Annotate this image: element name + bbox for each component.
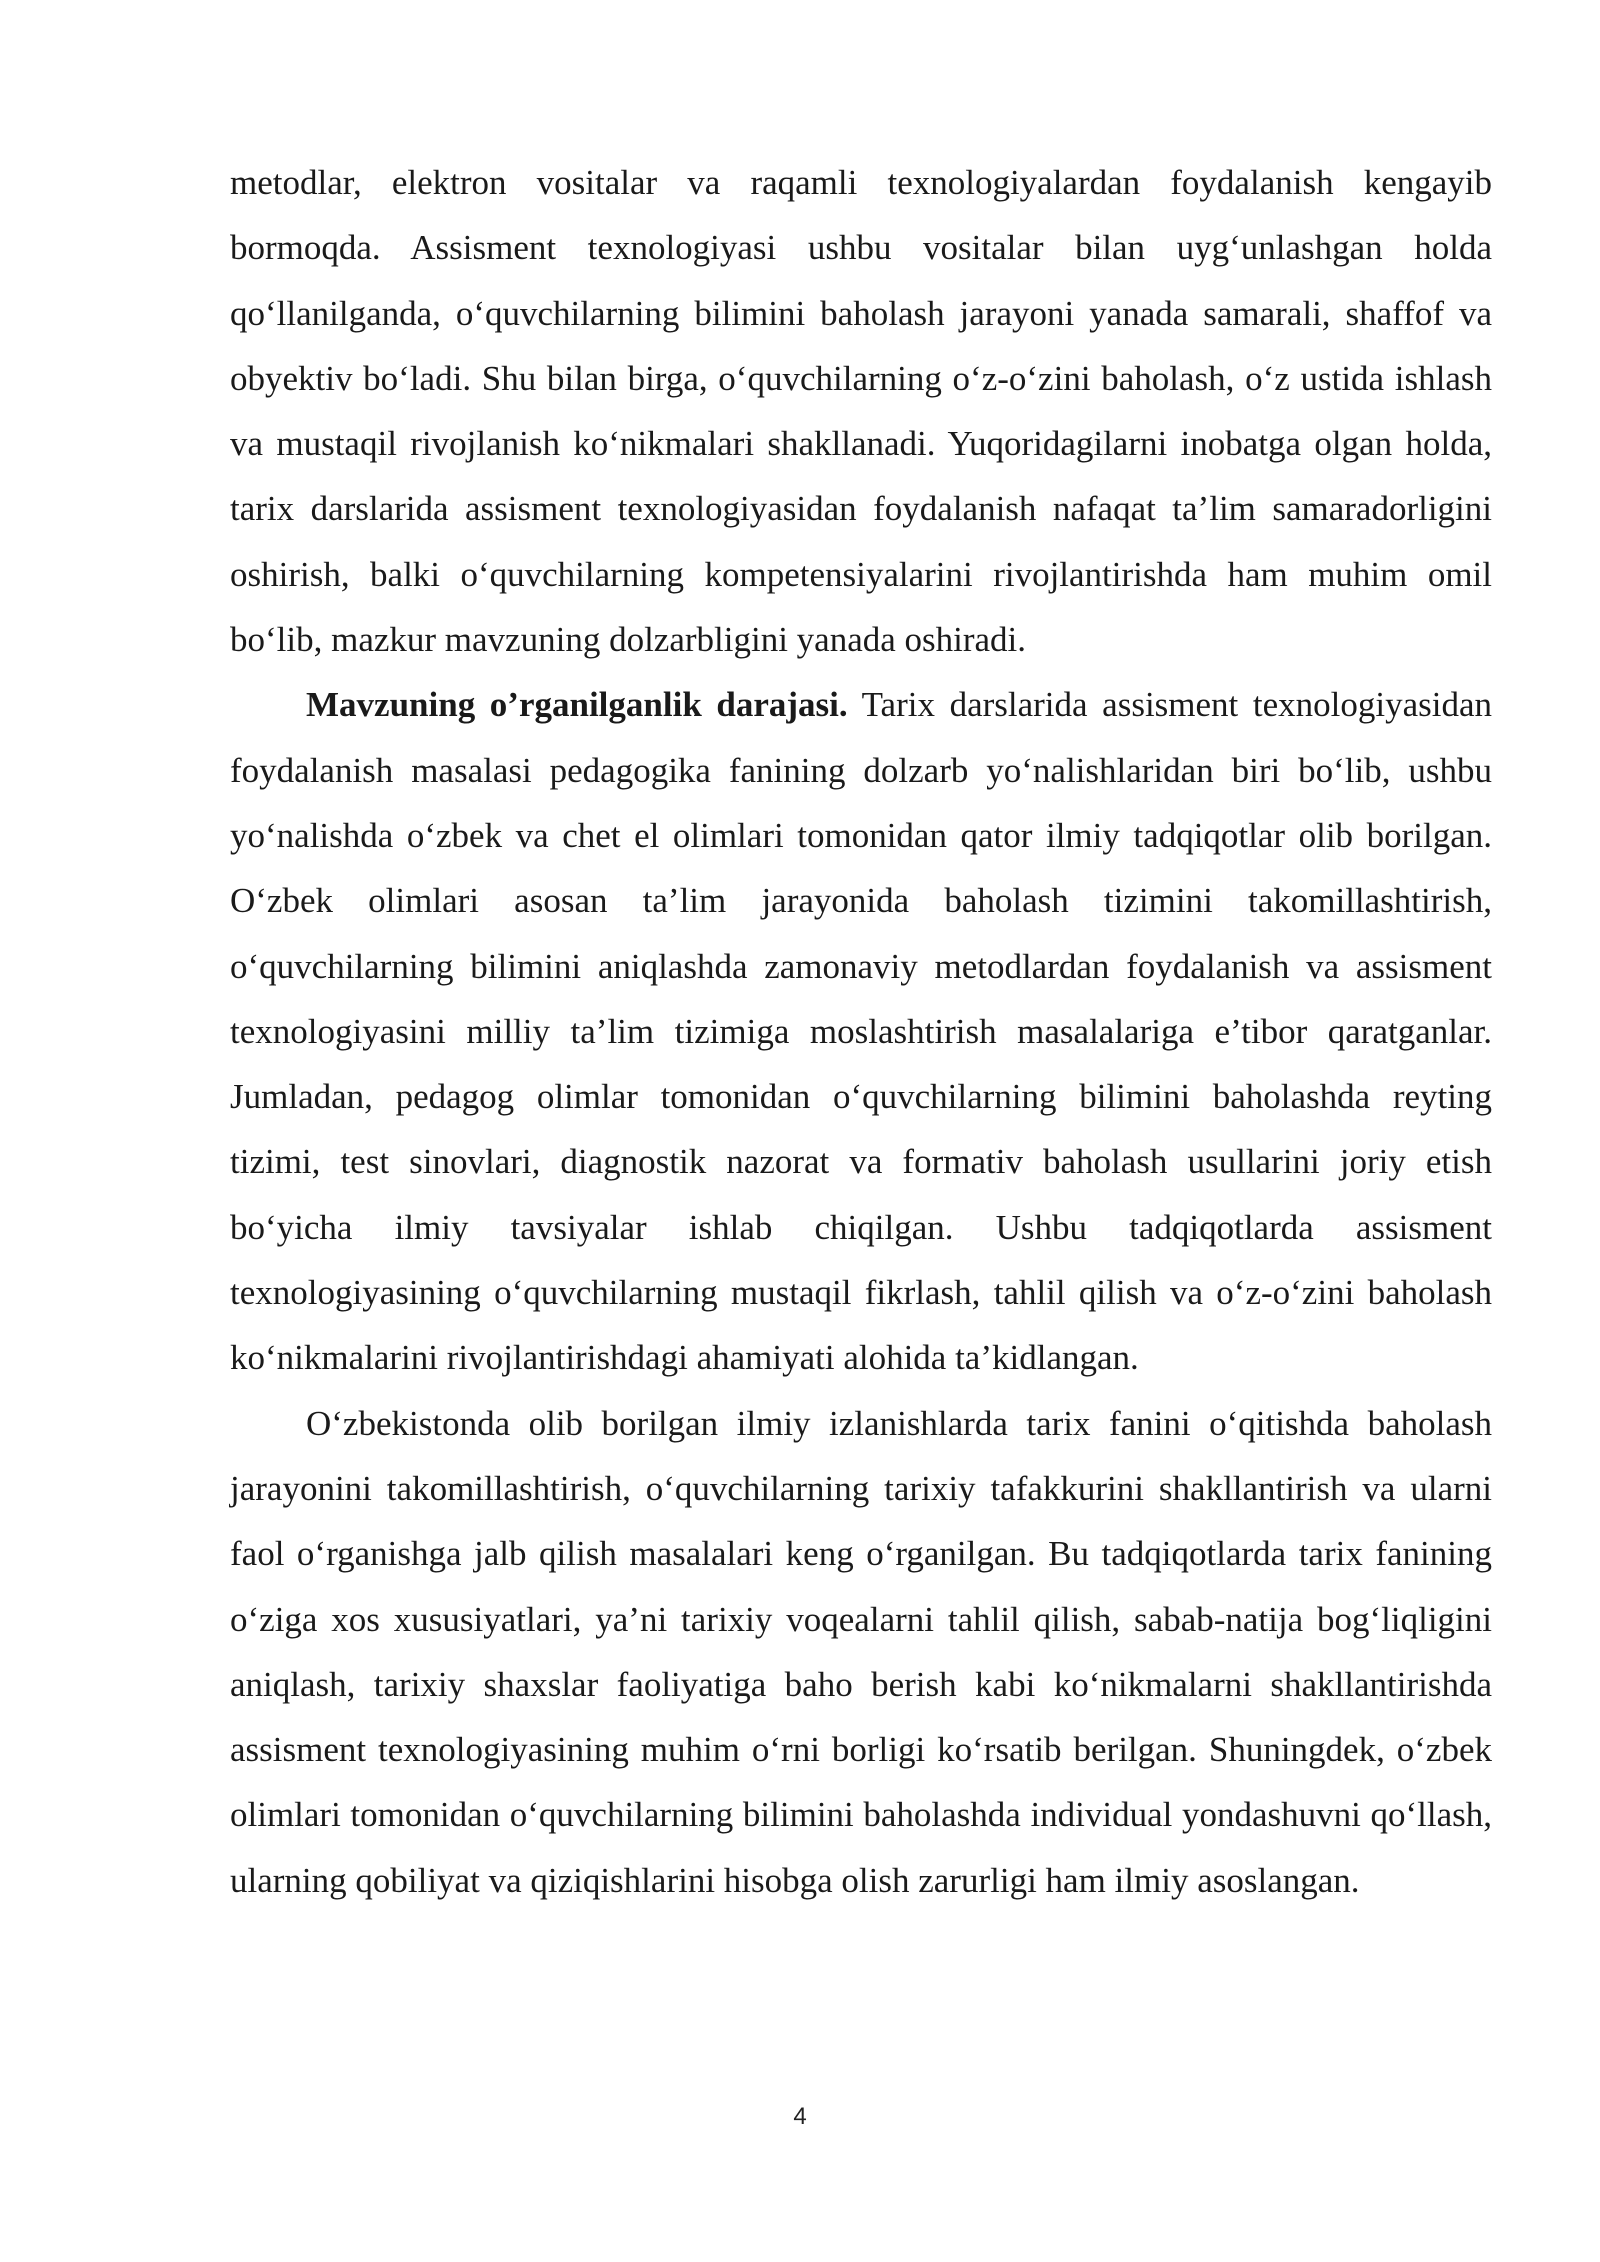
body-paragraph-3: O‘zbekistonda olib borilgan ilmiy izlanishlarda tarix fanini o‘qitishda baholash jarayonini takomillashtirish, o‘quvchilarning tarixiy tafakkurini shakllantirish va ularni faol o‘rganishga jalb qilish masalalari keng o‘rganilgan. Bu tadqiqotlarda tarix fanining o‘ziga xos xususiyatlari, ya’ni tarixiy voqealarni tahlil qilish, sabab-natija bog‘liqligini aniqlash, tarixiy shaxslar faoliyatiga baho berish kabi ko‘nikmalarni shakllantirishda assisment texnologiyasining muhim o‘rni borligi ko‘rsatib berilgan. Shuningdek, o‘zbek olimlari tomonidan o‘quvchilarning bilimini baholashda individual yondashuvni qo‘llash, ularning qobiliyat va qiziqishlarini hisobga olish zarurligi ham ilmiy asoslangan. — [230, 1403, 1492, 1900]
body-paragraph-2 — [230, 672, 1492, 1390]
body-paragraph-1: metodlar, elektron vositalar va raqamli texnologiyalardan foydalanish kengayib bormoqda. Assisment texnologiyasi ushbu vositalar bilan uyg‘unlashgan holda qo‘llanilganda, o‘quvchilarning bilimini baholash jarayoni yanada samarali, shaffof va obyektiv bo‘ladi. Shu bilan birga, o‘quvchilarning o‘z-o‘zini baholash, o‘z ustida ishlash va mustaqil rivojlanish ko‘nikmalari shakllanadi. Yuqoridagilarni inobatga olgan holda, tarix darslarida assisment texnologiyasidan foydalanish nafaqat ta’lim samaradorligini oshirish, balki o‘quvchilarning kompetensiyalarini rivojlantirishda ham muhim omil bo‘lib, mazkur mavzuning dolzarbligini yanada oshiradi. — [230, 163, 1492, 660]
body-paragraph-2-text: Tarix darslarida assisment texnologiyasidan foydalanish masalasi pedagogika fanining dolzarb yo‘nalishlaridan biri bo‘lib, ushbu yo‘nalishda o‘zbek va chet el olimlari tomonidan qator ilmiy tadqiqotlar olib borilgan. O‘zbek olimlari asosan ta’lim jarayonida baholash tizimini takomillashtirish, o‘quvchilarning bilimini aniqlashda zamonaviy metodlardan foydalanish va assisment texnologiyasini milliy ta’lim tizimiga moslashtirish masalalariga e’tibor qaratganlar. Jumladan, pedagog olimlar tomonidan o‘quvchilarning bilimini baholashda reyting tizimi, test sinovlari, diagnostik nazorat va formativ baholash usullarini joriy etish bo‘yicha ilmiy tavsiyalar ishlab chiqilgan. Ushbu tadqiqotlarda assisment texnologiyasining o‘quvchilarning mustaqil fikrlash, tahlil qilish va o‘z-o‘zini baholash ko‘nikmalarini rivojlantirishdagi ahamiyati alohida ta’kidlangan. — [230, 685, 1492, 1378]
document-page — [230, 150, 1492, 1913]
page-number: 4 — [793, 2103, 807, 2130]
section-heading-run: Mavzuning o’rganilganlik darajasi. — [306, 685, 848, 725]
